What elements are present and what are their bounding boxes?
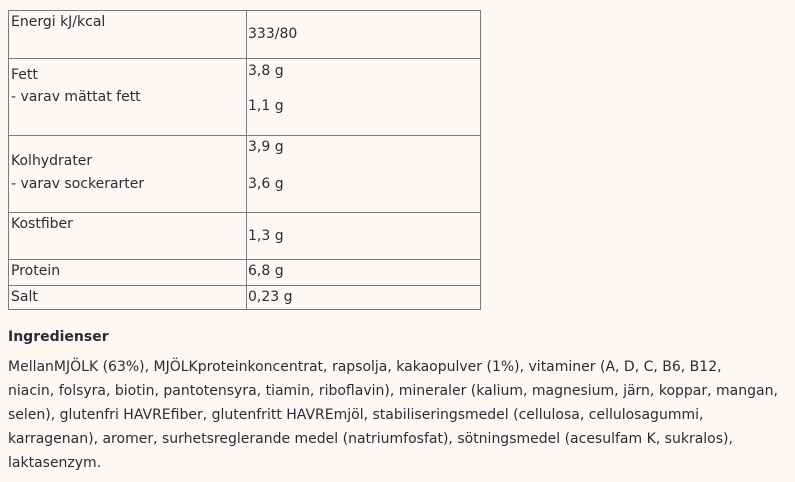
nutrition-value-cell bbox=[247, 260, 480, 285]
nutrition-label-saturated-fat: - varav mättat fett bbox=[11, 89, 141, 105]
ingredients-heading: Ingredienser bbox=[8, 329, 109, 345]
nutrition-value-fiber: 1,3 g bbox=[248, 228, 284, 244]
nutrition-row-salt bbox=[9, 285, 480, 309]
nutrition-label-cell bbox=[9, 59, 247, 135]
ingredients-line: laktasenzym. bbox=[8, 455, 102, 471]
nutrition-label-cell bbox=[9, 11, 247, 58]
nutrition-label-carbs: Kolhydrater bbox=[11, 153, 93, 169]
ingredients-text bbox=[8, 355, 793, 475]
nutrition-value-energy: 333/80 bbox=[248, 26, 298, 42]
nutrition-label-fiber: Kostfiber bbox=[11, 216, 73, 232]
nutrition-label-cell bbox=[9, 260, 247, 285]
ingredients-line: karragenan), aromer, surhetsreglerande medel (natriumfosfat), sötningsmedel (acesulfam K, sukralos), bbox=[8, 431, 733, 447]
nutrition-value-fat: 3,8 g bbox=[248, 63, 284, 79]
nutrition-value-carbs: 3,9 g bbox=[248, 139, 284, 155]
ingredients-line: selen), glutenfri HAVREfiber, glutenfritt HAVREmjöl, stabiliseringsmedel (cellulosa, cellulosagummi, bbox=[8, 407, 704, 423]
nutrition-value-cell bbox=[247, 11, 480, 58]
nutrition-value-sugars: 3,6 g bbox=[248, 176, 284, 192]
nutrition-row-fiber bbox=[9, 212, 480, 259]
ingredients-line: niacin, folsyra, biotin, pantotensyra, tiamin, riboflavin), mineraler (kalium, magnesium, järn, koppar, mangan, bbox=[8, 383, 778, 399]
nutrition-label-protein: Protein bbox=[11, 263, 61, 279]
ingredients-line: MellanMJÖLK (63%), MJÖLKproteinkoncentrat, rapsolja, kakaopulver (1%), vitaminer (A, D, C, B6, B12, bbox=[8, 359, 722, 375]
nutrition-label-fat: Fett bbox=[11, 67, 38, 83]
nutrition-label-salt: Salt bbox=[11, 289, 38, 305]
nutrition-row-protein bbox=[9, 259, 480, 285]
nutrition-value-cell bbox=[247, 136, 480, 212]
nutrition-label-cell bbox=[9, 286, 247, 309]
nutrition-value-cell bbox=[247, 286, 480, 309]
nutrition-row-fat bbox=[9, 58, 480, 135]
nutrition-value-cell bbox=[247, 59, 480, 135]
nutrition-row-carbs bbox=[9, 135, 480, 212]
nutrition-label-energy: Energi kJ/kcal bbox=[11, 14, 106, 30]
nutrition-value-salt: 0,23 g bbox=[248, 289, 293, 305]
nutrition-table bbox=[8, 10, 481, 310]
nutrition-label-sugars: - varav sockerarter bbox=[11, 176, 145, 192]
nutrition-value-saturated-fat: 1,1 g bbox=[248, 98, 284, 114]
nutrition-label-cell bbox=[9, 136, 247, 212]
nutrition-value-cell bbox=[247, 213, 480, 259]
nutrition-row-energy bbox=[9, 11, 480, 58]
nutrition-label-cell bbox=[9, 213, 247, 259]
nutrition-value-protein: 6,8 g bbox=[248, 263, 284, 279]
